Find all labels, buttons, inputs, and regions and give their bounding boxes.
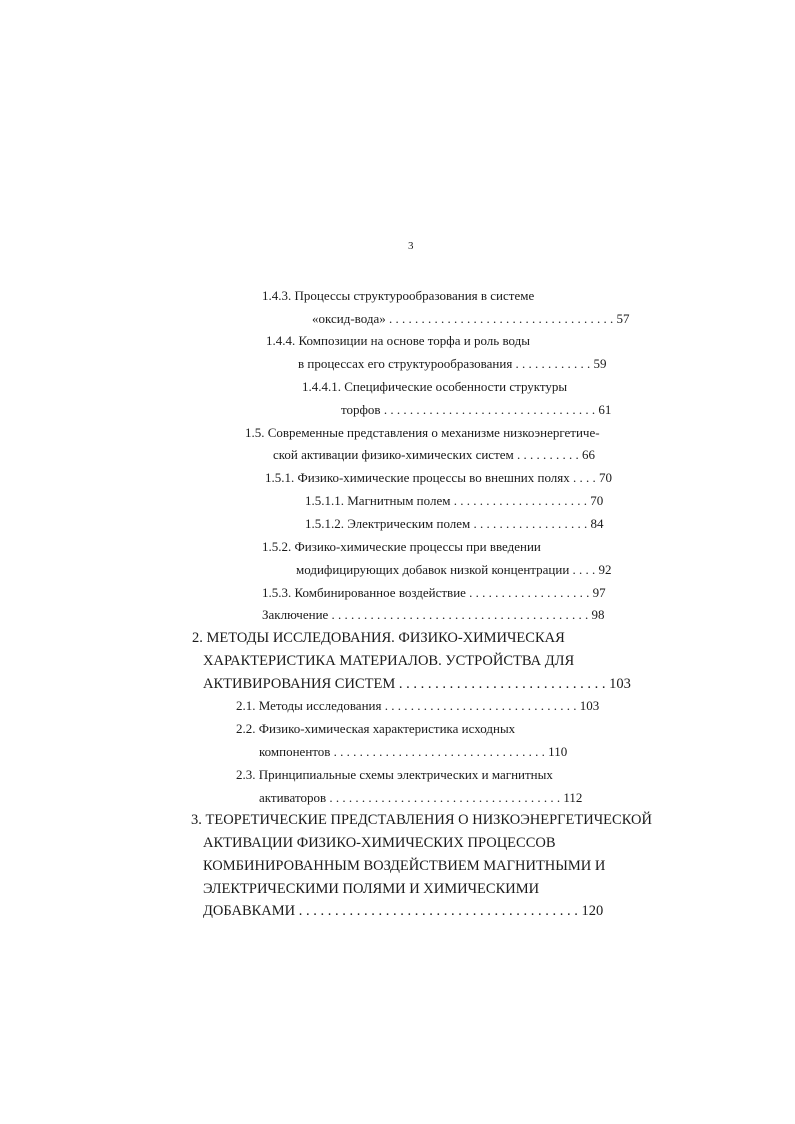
toc-chapter-2-cont-2: АКТИВИРОВАНИЯ СИСТЕМ . . . . . . . . . . . . . . . . . . . . . . . . . . . . . 103 xyxy=(203,676,631,692)
toc-line-1-5-2: 1.5.2. Физико-химические процессы при введении xyxy=(262,539,541,554)
toc-line-1-5-cont: ской активации физико-химических систем . . . . . . . . . . 66 xyxy=(273,447,595,462)
toc-chapter-3-cont-4: ДОБАВКАМИ . . . . . . . . . . . . . . . . . . . . . . . . . . . . . . . . . . . . . . . 120 xyxy=(203,903,604,919)
toc-line-1-5-1-1: 1.5.1.1. Магнитным полем . . . . . . . . . . . . . . . . . . . . . 70 xyxy=(305,493,604,508)
toc-chapter-3: 3. ТЕОРЕТИЧЕСКИЕ ПРЕДСТАВЛЕНИЯ О НИЗКОЭНЕРГЕТИЧЕСКОЙ xyxy=(191,812,652,828)
toc-line-1-5-1-2: 1.5.1.2. Электрическим полем . . . . . . . . . . . . . . . . . . 84 xyxy=(305,516,604,531)
toc-chapter-3-cont-3: ЭЛЕКТРИЧЕСКИМИ ПОЛЯМИ И ХИМИЧЕСКИМИ xyxy=(203,881,540,897)
toc-line-2-3: 2.3. Принципиальные схемы электрических и магнитных xyxy=(236,767,553,782)
toc-line-1-5-2-cont: модифицирующих добавок низкой концентрации . . . . 92 xyxy=(296,562,612,577)
toc-line-1-4-4: 1.4.4. Композиции на основе торфа и роль воды xyxy=(266,333,530,348)
toc-chapter-3-cont-2: КОМБИНИРОВАННЫМ ВОЗДЕЙСТВИЕМ МАГНИТНЫМИ И xyxy=(203,858,606,874)
toc-line-conclusion: Заключение . . . . . . . . . . . . . . . . . . . . . . . . . . . . . . . . . . . . . . . . 98 xyxy=(262,607,605,622)
toc-line-1-4-4-1: 1.4.4.1. Специфические особенности структуры xyxy=(302,379,568,394)
page-number: 3 xyxy=(408,240,414,252)
toc-line-2-1: 2.1. Методы исследования . . . . . . . . . . . . . . . . . . . . . . . . . . . . . . 103 xyxy=(236,698,600,713)
toc-line-1-5-3: 1.5.3. Комбинированное воздействие . . . . . . . . . . . . . . . . . . . 97 xyxy=(262,585,606,600)
toc-line-2-2-cont: компонентов . . . . . . . . . . . . . . . . . . . . . . . . . . . . . . . . . 110 xyxy=(259,744,568,759)
toc-line-1-5: 1.5. Современные представления о механизме низкоэнергетиче- xyxy=(245,425,600,440)
toc-chapter-2-cont-1: ХАРАКТЕРИСТИКА МАТЕРИАЛОВ. УСТРОЙСТВА ДЛЯ xyxy=(203,653,575,669)
toc-line-1-5-1: 1.5.1. Физико-химические процессы во внешних полях . . . . 70 xyxy=(265,470,613,485)
toc-line-2-3-cont: активаторов . . . . . . . . . . . . . . . . . . . . . . . . . . . . . . . . . . . . 112 xyxy=(259,790,583,805)
toc-line-1-4-3: 1.4.3. Процессы структурообразования в системе xyxy=(262,288,535,303)
toc-line-2-2: 2.2. Физико-химическая характеристика исходных xyxy=(236,721,516,736)
toc-line-1-4-4-1-cont: торфов . . . . . . . . . . . . . . . . . . . . . . . . . . . . . . . . . 61 xyxy=(341,402,612,417)
toc-chapter-3-cont-1: АКТИВАЦИИ ФИЗИКО-ХИМИЧЕСКИХ ПРОЦЕССОВ xyxy=(203,835,556,851)
toc-line-1-4-4-cont: в процессах его структурообразования . . . . . . . . . . . . 59 xyxy=(298,356,607,371)
toc-chapter-2: 2. МЕТОДЫ ИССЛЕДОВАНИЯ. ФИЗИКО-ХИМИЧЕСКАЯ xyxy=(192,630,565,646)
toc-line-1-4-3-cont: «оксид-вода» . . . . . . . . . . . . . . . . . . . . . . . . . . . . . . . . . . . 57 xyxy=(312,311,630,326)
